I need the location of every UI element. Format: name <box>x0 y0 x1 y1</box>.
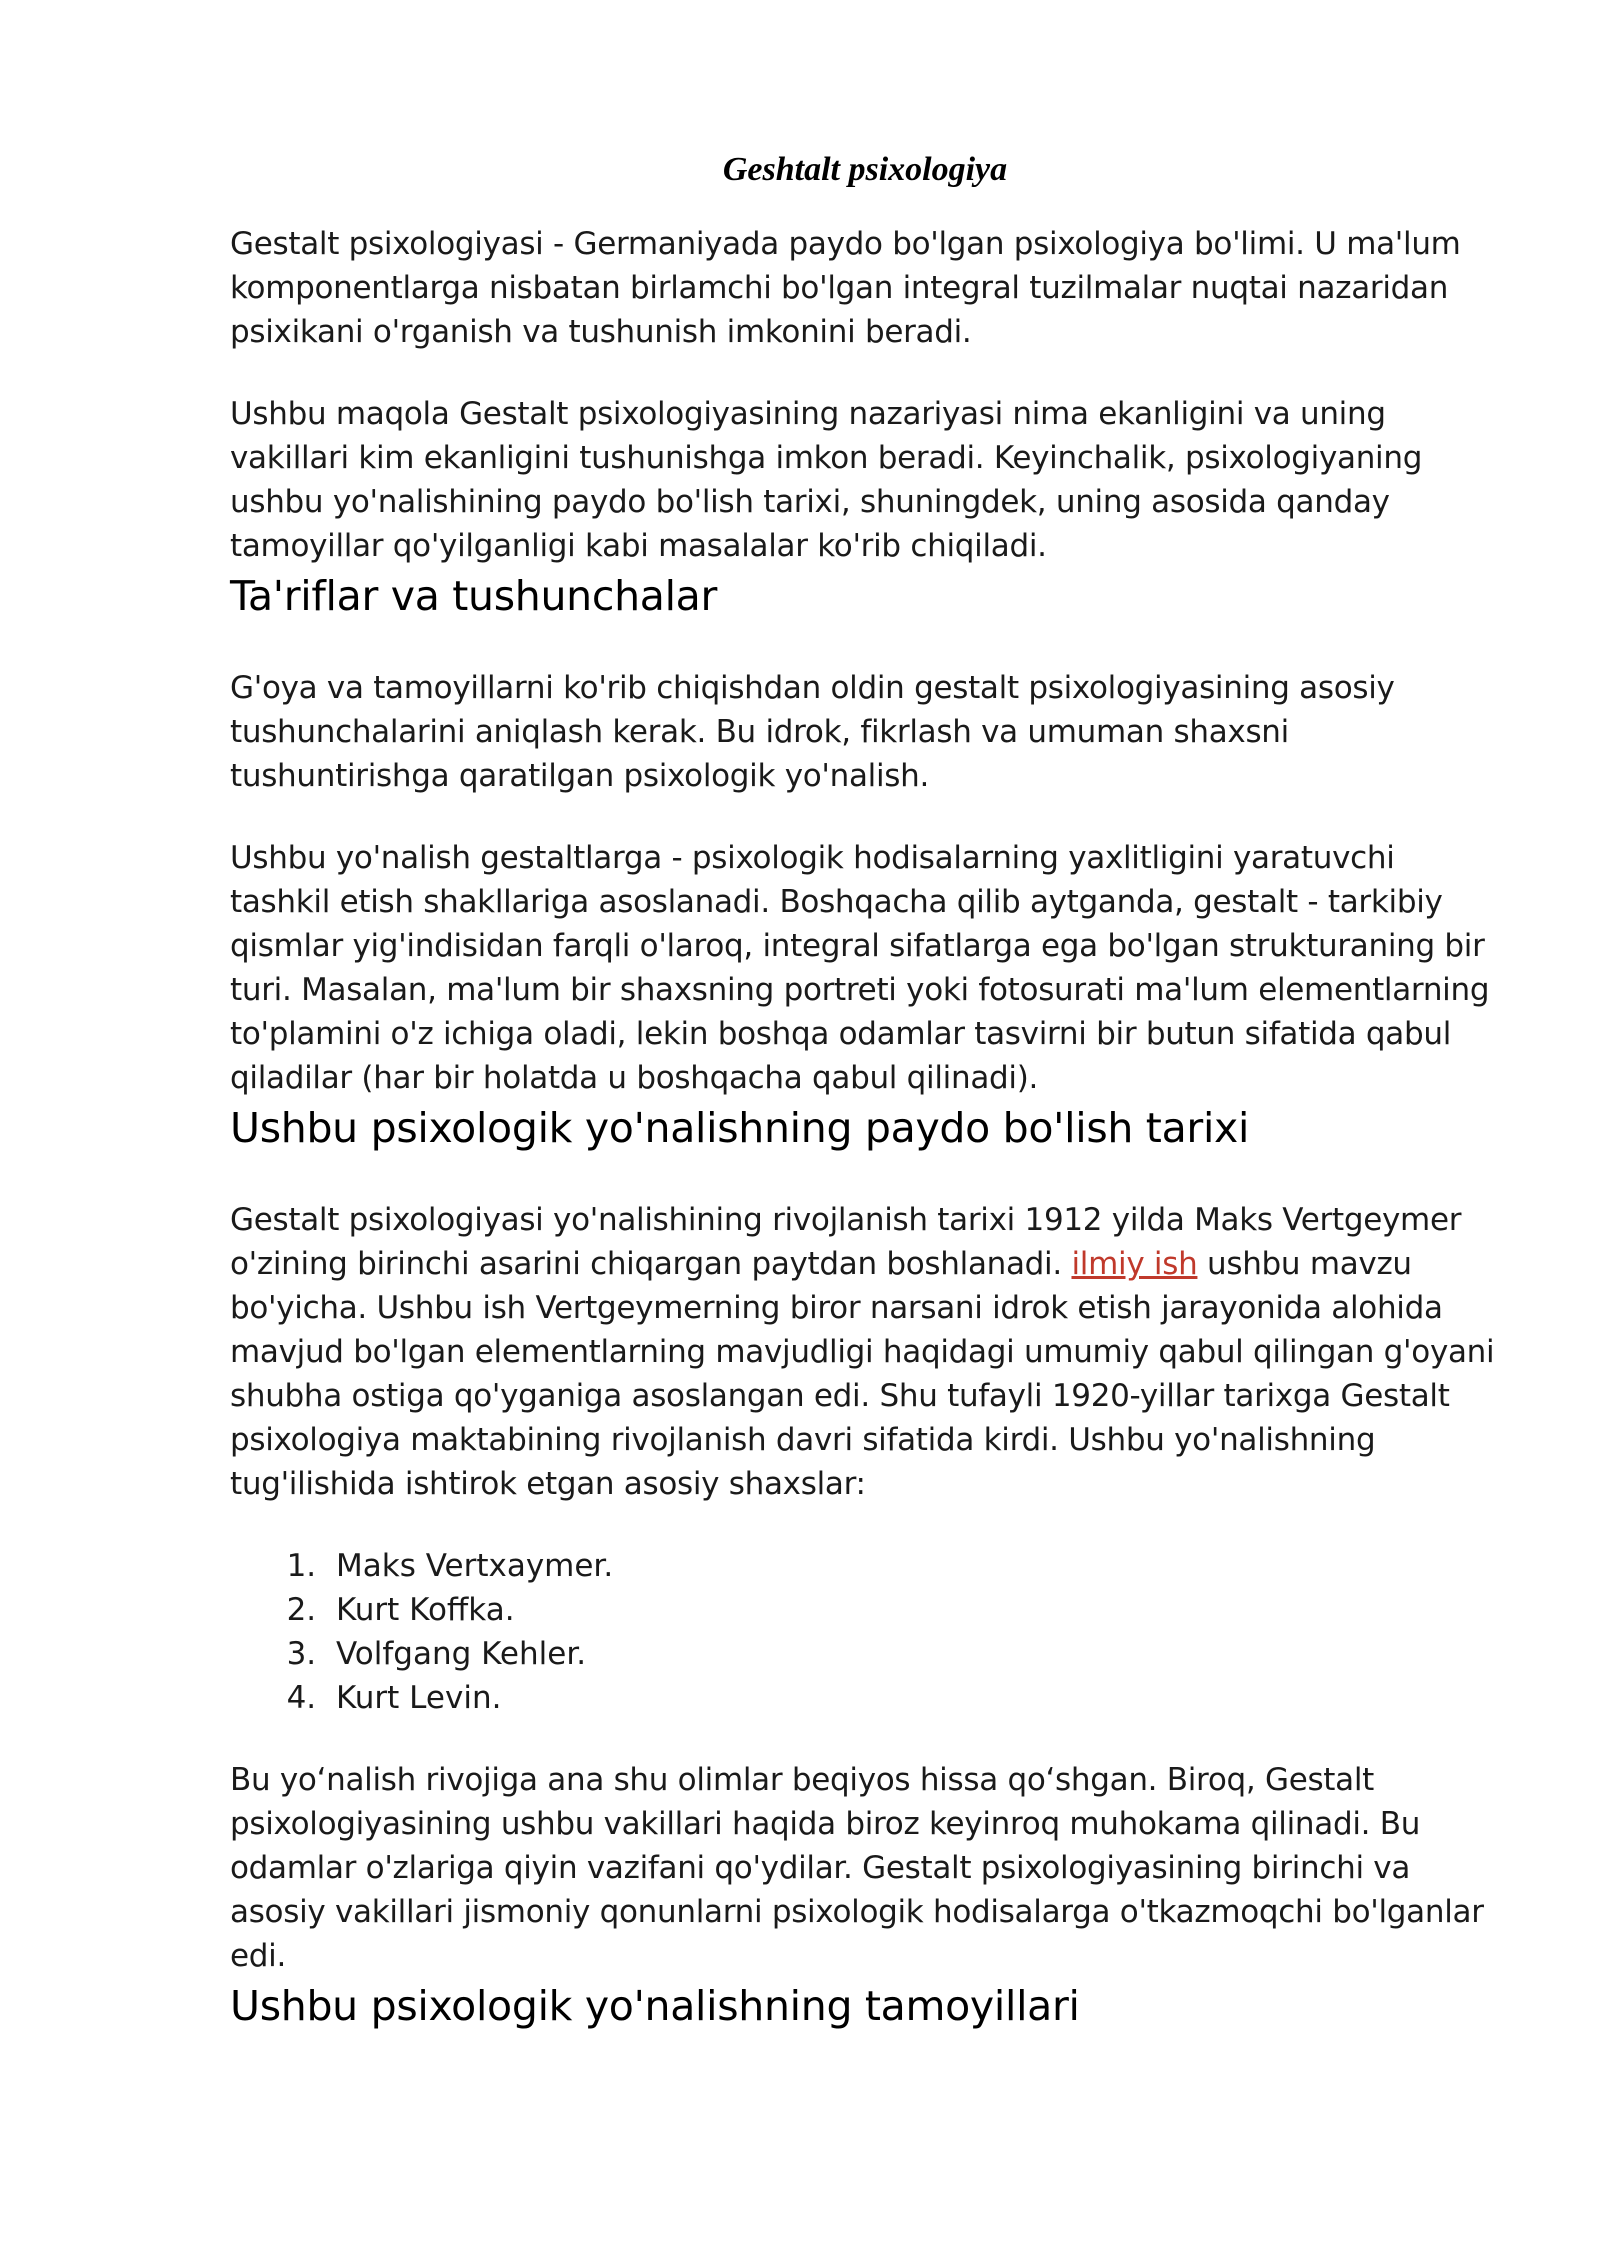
document-content <box>230 140 1500 2076</box>
heading-definitions: Ta'riflar va tushunchalar <box>230 572 718 621</box>
paragraph-gestalts: Ushbu yo'nalish gestaltlarga - psixologik hodisalarning yaxlitligini yaratuvchi tashkil etish shakllariga asoslanadi. Boshqacha qilib aytganda, gestalt - tarkibiy qismlar yig'indisidan farqli o'laroq, integral sifatlarga ega bo'lgan strukturaning bir turi. Masalan, ma'lum bir shaxsning portreti yoki fotosurati ma'lum elementlarning to'plamini o'z ichiga oladi, lekin boshqa odamlar tasvirni bir butun sifatida qabul qiladilar (har bir holatda u boshqacha qabul qilinadi). <box>230 840 1490 1097</box>
scientific-work-link[interactable]: ilmiy ish <box>1071 1246 1198 1283</box>
paragraph-intro: Gestalt psixologiyasi - Germaniyada paydo bo'lgan psixologiya bo'limi. U ma'lum komponentlarga nisbatan birlamchi bo'lgan integral tuzilmalar nuqtai nazaridan psixikani o'rganish va tushunish imkonini beradi. <box>230 226 1461 351</box>
paragraph-contribution: Bu yo‘nalish rivojiga ana shu olimlar beqiyos hissa qo‘shgan. Biroq, Gestalt psixologiyasining ushbu vakillari haqida biroz keyinroq muhokama qilinadi. Bu odamlar o'zlariga qiyin vazifani qo'ydilar. Gestalt psixologiyasining birinchi va asosiy vakillari jismoniy qonunlarni psixologik hodisalarga o'tkazmoqchi bo'lganlar edi. <box>230 1762 1484 1975</box>
founders-list <box>230 1544 1500 1720</box>
heading-history: Ushbu psixologik yo'nalishning paydo bo'lish tarixi <box>230 1104 1250 1153</box>
history-text-after: ushbu mavzu bo'yicha. Ushbu ish Vertgeymerning biror narsani idrok etish jarayonida alohida mavjud bo'lgan elementlarning mavjudligi haqidagi umumiy qabul qilingan g'oyani shubha ostiga qo'yganiga asoslangan edi. Shu tufayli 1920-yillar tarixga Gestalt psixologiya maktabining rivojlanish davri sifatida kirdi. Ushbu yo'nalishning tug'ilishida ishtirok etgan asosiy shaxslar: <box>230 1246 1495 1503</box>
list-item: 4. Kurt Levin. <box>326 1676 1500 1720</box>
list-item: 2. Kurt Koffka. <box>326 1588 1500 1632</box>
list-item: 1. Maks Vertxaymer. <box>326 1544 1500 1588</box>
heading-principles: Ushbu psixologik yo'nalishning tamoyillari <box>230 1982 1080 2031</box>
list-item: 3. Volfgang Kehler. <box>326 1632 1500 1676</box>
paragraph-concepts: G'oya va tamoyillarni ko'rib chiqishdan oldin gestalt psixologiyasining asosiy tushunchalarini aniqlash kerak. Bu idrok, fikrlash va umuman shaxsni tushuntirishga qaratilgan psixologik yo'nalish. <box>230 670 1395 795</box>
paragraph-history <box>230 1198 1500 1506</box>
paragraph-article-scope: Ushbu maqola Gestalt psixologiyasining nazariyasi nima ekanligini va uning vakillari kim ekanligini tushunishga imkon beradi. Keyinchalik, psixologiyaning ushbu yo'nalishining paydo bo'lish tarixi, shuningdek, uning asosida qanday tamoyillar qo'yilganligi kabi masalalar ko'rib chiqiladi. <box>230 396 1423 565</box>
history-text-before: Gestalt psixologiyasi yo'nalishining rivojlanish tarixi 1912 yilda Maks Vertgeymer o'zining birinchi asarini chiqargan paytdan boshlanadi. <box>230 1202 1462 1283</box>
document-title: Geshtalt psixologiya <box>722 151 1008 188</box>
